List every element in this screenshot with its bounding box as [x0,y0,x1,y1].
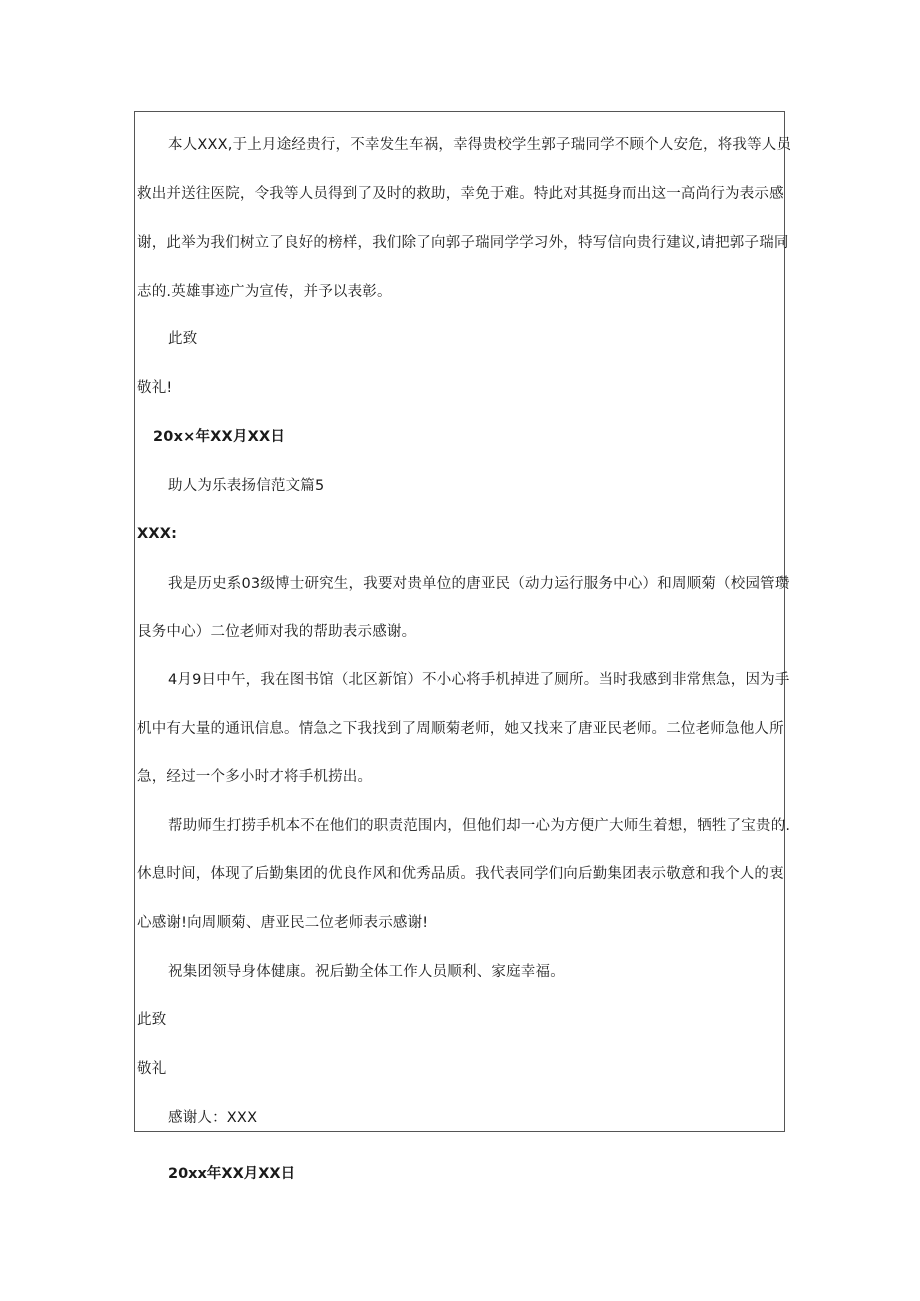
intro-line-1: 本人XXX,于上月途经贵行，不幸发生车祸，幸得贵校学生郭子瑞同学不顾个人安危，将我等人员 [168,137,792,153]
para1-line-1: 我是历史系03级博士研究生，我要对贵单位的唐亚民（动力运行服务中心）和周顺菊（校园管瓒 [168,576,790,592]
article-heading: 助人为乐表扬信范文篇5 [168,478,325,494]
intro-line-3: 谢，此举为我们树立了良好的榜样，我们除了向郭子瑞同学学习外，特写信向贵行建议,请把郭子瑞同 [137,235,789,251]
article-salute: 敬礼 [137,1061,167,1077]
addressee: XXX: [137,526,178,542]
intro-closing: 此致 [168,331,198,347]
para2-line-3: 急，经过一个多小时才将手机捞出。 [137,769,373,785]
para3-line-1: 帮助师生打捞手机本不在他们的职责范围内，但他们却一心为方便广大师生着想，牺牲了宝贵的. [168,818,791,834]
para2-line-1: 4月9日中午，我在图书馆（北区新馆）不小心将手机掉进了厕所。当时我感到非常焦急，因为手 [168,672,790,688]
wish-line: 祝集团领导身体健康。祝后勤全体工作人员顺利、家庭幸福。 [168,964,565,980]
intro-line-4: 志的.英雄事迹广为宣传，并予以表彰。 [137,284,392,300]
intro-line-2: 救出并送往医院，令我等人员得到了及时的救助，幸免于难。特此对其挺身而出这一高尚行为表示感 [137,186,784,202]
para2-line-2: 机中有大量的通讯信息。情急之下我找到了周顺菊老师，她又找来了唐亚民老师。二位老师急他人所 [137,721,784,737]
article-date: 20xx年XX月XX日 [168,1166,296,1182]
intro-date: 20x×年XX月XX日 [153,429,286,445]
thanker-line: 感谢人：XXX [168,1110,258,1126]
para3-line-2: 休息时间，体现了后勤集团的优良作风和优秀品质。我代表同学们向后勤集团表示敬意和我个人的衷 [137,866,784,882]
para3-line-3: 心感谢!向周顺菊、唐亚民二位老师表示感谢! [137,915,429,931]
article-closing: 此致 [137,1012,167,1028]
intro-salute: 敬礼! [137,380,173,396]
para1-line-2: 艮务中心）二位老师对我的帮助表示感谢。 [137,624,417,640]
